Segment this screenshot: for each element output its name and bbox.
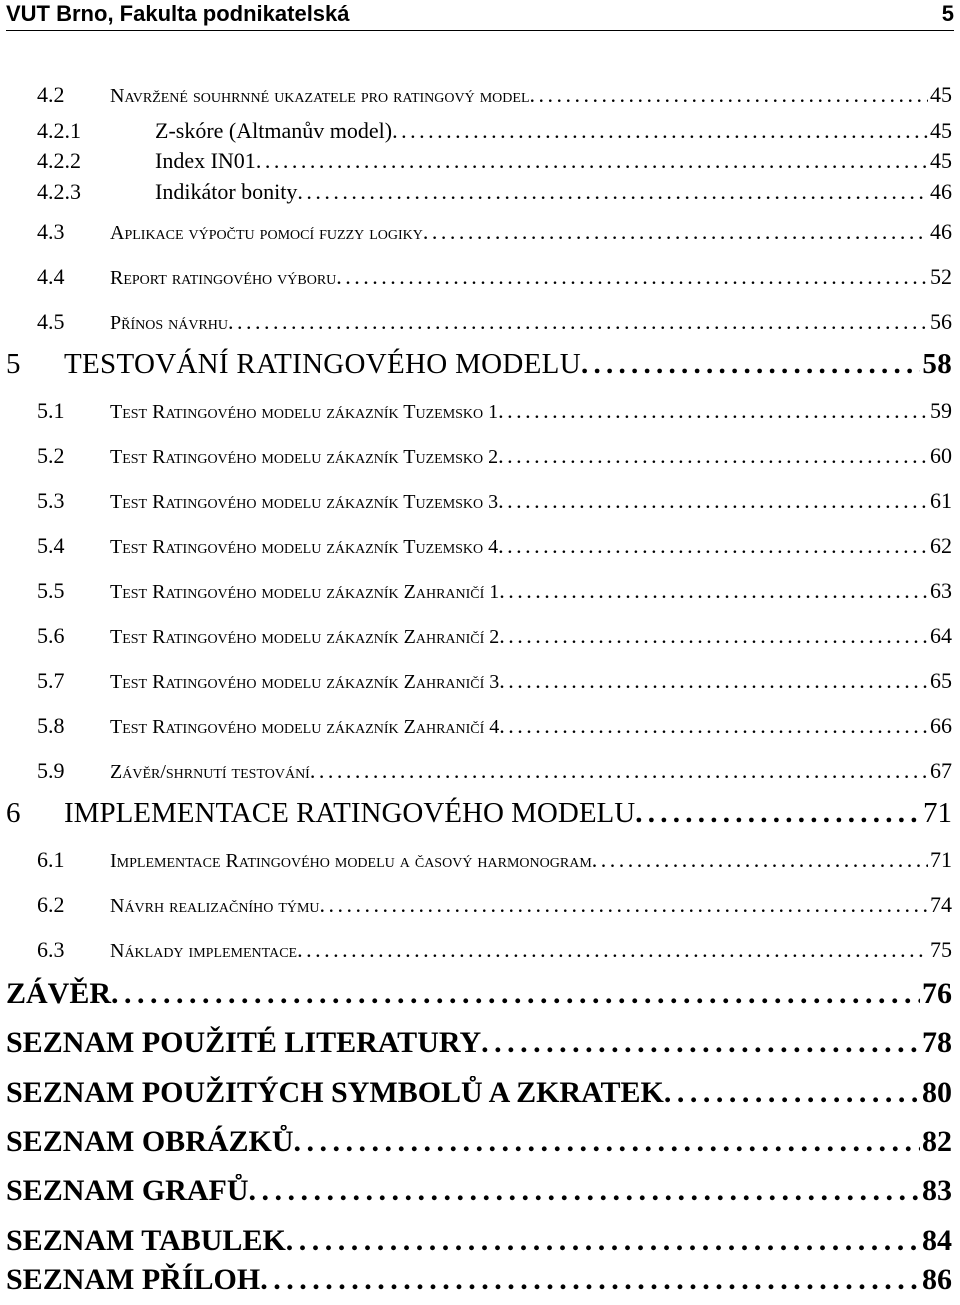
toc-leader-dots <box>260 1263 920 1297</box>
toc-entry-title: Test Ratingového modelu zákazník Tuzemsko 4 <box>110 536 499 558</box>
toc-leader-dots <box>592 847 928 873</box>
toc-entry-page: 59 <box>930 398 952 423</box>
toc-entry[interactable] <box>37 488 952 522</box>
toc-entry-number: 4.4 <box>37 264 65 289</box>
toc-leader-dots <box>320 892 928 918</box>
toc-entry-title: Návrh realizačního týmu <box>110 895 320 917</box>
toc-entry-page: 56 <box>930 309 952 334</box>
toc-entry-title: Test Ratingového modelu zákazník Zahraničí 4 <box>110 716 500 738</box>
toc-entry-page: 84 <box>922 1224 952 1257</box>
toc-entry-number: 5.6 <box>37 623 65 648</box>
toc-entry-title: ZÁVĚR <box>6 977 112 1010</box>
toc-entry-title: Implementace Ratingového modelu a časový harmonogram <box>110 850 592 872</box>
toc-entry[interactable] <box>37 623 952 657</box>
toc-entry[interactable] <box>37 533 952 567</box>
toc-entry-page: 71 <box>930 847 952 872</box>
toc-leader-dots <box>581 348 920 381</box>
toc-entry[interactable] <box>37 578 952 612</box>
toc-entry-number: 4.3 <box>37 219 65 244</box>
toc-entry[interactable] <box>37 892 952 926</box>
toc-entry[interactable] <box>37 309 952 343</box>
toc-leader-dots <box>286 1224 920 1258</box>
toc-leader-dots <box>310 758 928 784</box>
toc-entry-title: Navržené souhrnné ukazatele pro ratingový model <box>110 85 530 107</box>
toc-entry-page: 45 <box>930 118 952 143</box>
toc-entry-page: 74 <box>930 892 952 917</box>
toc-entry-number: 5.2 <box>37 443 65 468</box>
toc-entry-page: 76 <box>922 977 952 1010</box>
toc-entry[interactable] <box>37 264 952 298</box>
toc-chapter[interactable] <box>6 1224 952 1264</box>
toc-entry-title: Náklady implementace <box>110 940 298 962</box>
toc-entry-title: Indikátor bonity <box>155 179 298 204</box>
toc-entry-page: 45 <box>930 82 952 107</box>
toc-entry-number: 6 <box>6 797 21 829</box>
toc-entry-number: 4.2 <box>37 82 65 107</box>
toc-entry-page: 61 <box>930 488 952 513</box>
toc-entry[interactable] <box>37 847 952 881</box>
toc-entry-title: IMPLEMENTACE RATINGOVÉHO MODELU <box>64 797 636 829</box>
toc-entry-title: SEZNAM PŘÍLOH <box>6 1263 261 1296</box>
toc-entry[interactable] <box>37 758 952 792</box>
toc-entry-page: 62 <box>930 533 952 558</box>
toc-entry-title: TESTOVÁNÍ RATINGOVÉHO MODELU <box>64 348 581 380</box>
toc-entry-number: 6.3 <box>37 937 65 962</box>
toc-entry[interactable] <box>37 443 952 477</box>
toc-leader-dots <box>392 118 928 144</box>
toc-entry-page: 52 <box>930 264 952 289</box>
toc-chapter[interactable] <box>6 1263 952 1303</box>
toc-entry-number: 5.8 <box>37 713 65 738</box>
toc-entry-page: 67 <box>930 758 952 783</box>
toc-chapter[interactable] <box>6 1125 952 1165</box>
toc-leader-dots <box>294 1125 920 1159</box>
toc-entry-page: 78 <box>922 1026 952 1059</box>
toc-entry-page: 80 <box>922 1076 952 1109</box>
toc-leader-dots <box>499 713 928 739</box>
toc-entry-title: SEZNAM GRAFŮ <box>6 1174 249 1207</box>
toc-entry[interactable] <box>37 82 952 116</box>
toc-chapter[interactable] <box>6 1026 952 1066</box>
toc-entry-number: 5.5 <box>37 578 65 603</box>
toc-entry-title: Report ratingového výboru <box>110 267 337 289</box>
toc-entry-title: Závěr/shrnutí testování <box>110 761 310 783</box>
toc-entry-page: 60 <box>930 443 952 468</box>
toc-leader-dots <box>664 1076 920 1110</box>
toc-entry-page: 75 <box>930 937 952 962</box>
toc-entry-page: 46 <box>930 219 952 244</box>
toc-entry-number: 4.2.1 <box>37 118 81 143</box>
toc-leader-dots <box>499 668 928 694</box>
toc-leader-dots <box>635 797 921 830</box>
toc-entry-page: 66 <box>930 713 952 738</box>
toc-leader-dots <box>498 533 928 559</box>
toc-entry-title: Test Ratingového modelu zákazník Tuzemsko 1 <box>110 401 499 423</box>
toc-entry-title: Z-skóre (Altmanův model) <box>155 118 393 143</box>
toc-entry-title: Aplikace výpočtu pomocí fuzzy logiky <box>110 222 423 244</box>
toc-leader-dots <box>256 148 928 174</box>
toc-chapter[interactable] <box>6 348 952 388</box>
toc-entry-title: SEZNAM OBRÁZKŮ <box>6 1125 294 1158</box>
toc-entry-title: SEZNAM POUŽITÝCH SYMBOLŮ A ZKRATEK <box>6 1076 664 1109</box>
toc-entry-number: 6.2 <box>37 892 65 917</box>
toc-chapter[interactable] <box>6 977 952 1017</box>
toc-leader-dots <box>481 1026 920 1060</box>
toc-entry-page: 46 <box>930 179 952 204</box>
toc-entry-title: Přínos návrhu <box>110 312 229 334</box>
toc-entry-page: 63 <box>930 578 952 603</box>
toc-entry-page: 82 <box>922 1125 952 1158</box>
toc-entry-page: 71 <box>923 797 952 829</box>
toc-leader-dots <box>297 937 928 963</box>
toc-leader-dots <box>498 398 928 424</box>
toc-entry[interactable] <box>37 398 952 432</box>
toc-entry-page: 83 <box>922 1174 952 1207</box>
toc-entry-page: 58 <box>922 348 952 380</box>
toc-entry-page: 45 <box>930 148 952 173</box>
toc-chapter[interactable] <box>6 1076 952 1116</box>
toc-entry-title: Test Ratingového modelu zákazník Zahraničí 2 <box>110 626 500 648</box>
toc-entry-title: Index IN01 <box>155 148 256 173</box>
toc-leader-dots <box>336 264 928 290</box>
toc-entry-number: 5.1 <box>37 398 65 423</box>
toc-entry[interactable] <box>37 179 952 209</box>
toc-entry-title: Test Ratingového modelu zákazník Zahraničí 3 <box>110 671 500 693</box>
toc-leader-dots <box>498 488 928 514</box>
page-number: 5 <box>941 1 954 26</box>
toc-entry[interactable] <box>37 713 952 747</box>
toc-entry-number: 4.2.2 <box>37 148 81 173</box>
toc-leader-dots <box>530 82 928 108</box>
toc-entry-page: 86 <box>922 1263 952 1296</box>
toc-leader-dots <box>111 977 920 1011</box>
toc-chapter[interactable] <box>6 797 952 837</box>
toc-leader-dots <box>297 179 928 205</box>
toc-leader-dots <box>499 623 928 649</box>
toc-entry-number: 4.2.3 <box>37 179 81 204</box>
header-title: VUT Brno, Fakulta podnikatelská <box>6 1 350 26</box>
toc-entry-number: 5.9 <box>37 758 65 783</box>
toc-entry-number: 4.5 <box>37 309 65 334</box>
toc-entry-title: Test Ratingového modelu zákazník Tuzemsko 3 <box>110 491 499 513</box>
toc-entry-number: 5.4 <box>37 533 65 558</box>
toc-leader-dots <box>228 309 928 335</box>
toc-leader-dots <box>423 219 928 245</box>
toc-leader-dots <box>499 578 928 604</box>
toc-entry[interactable] <box>37 937 952 971</box>
toc-entry-page: 64 <box>930 623 952 648</box>
toc-entry-title: SEZNAM TABULEK <box>6 1224 286 1257</box>
toc-entry-title: Test Ratingového modelu zákazník Zahraničí 1 <box>110 581 500 603</box>
toc-entry[interactable] <box>37 668 952 702</box>
toc-leader-dots <box>249 1174 920 1208</box>
toc-entry-number: 5.7 <box>37 668 65 693</box>
toc-leader-dots <box>498 443 928 469</box>
toc-entry-title: SEZNAM POUŽITÉ LITERATURY <box>6 1026 482 1059</box>
toc-entry-number: 5 <box>6 348 21 380</box>
toc-entry[interactable] <box>37 118 952 148</box>
toc-chapter[interactable] <box>6 1174 952 1214</box>
toc-entry-number: 6.1 <box>37 847 65 872</box>
toc-entry-number: 5.3 <box>37 488 65 513</box>
toc-entry-page: 65 <box>930 668 952 693</box>
toc-entry-title: Test Ratingového modelu zákazník Tuzemsko 2 <box>110 446 499 468</box>
toc-entry[interactable] <box>37 219 952 253</box>
toc-entry[interactable] <box>37 148 952 178</box>
